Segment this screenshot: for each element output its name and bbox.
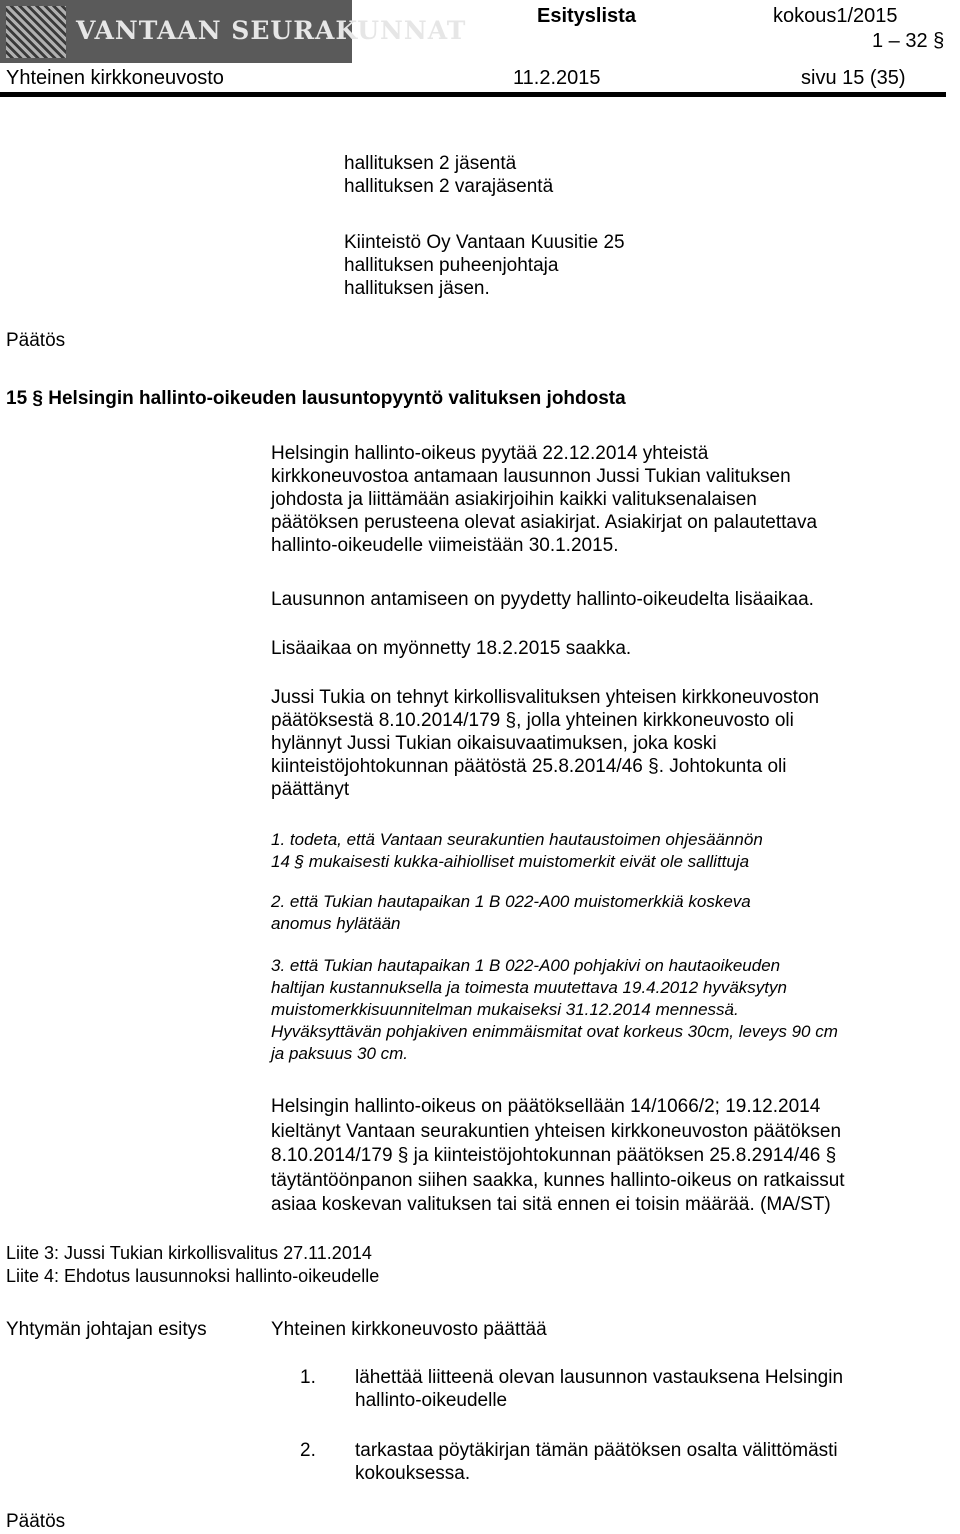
decision-label: Päätös xyxy=(6,1511,66,1532)
header-body-name: Yhteinen kirkkoneuvosto xyxy=(6,67,224,89)
body-paragraph-1 xyxy=(271,442,817,557)
text-line: 1. todeta, että Vantaan seurakuntien hautaustoimen ohjesäännön xyxy=(271,830,763,849)
proposal-intro: Yhteinen kirkkoneuvosto päättää xyxy=(271,1319,547,1340)
page-number: sivu 15 (35) xyxy=(801,67,906,89)
list-item: hallituksen 2 jäsentä xyxy=(344,153,517,174)
list-item: hallituksen jäsen. xyxy=(344,278,490,299)
text-line: muistomerkkisuunnitelman mukaiseksi 31.12.2014 mennessä. xyxy=(271,1000,739,1019)
text-line: hylännyt Jussi Tukian oikaisuvaatimuksen, joka koski xyxy=(271,733,717,754)
text-line: päätöksestä 8.10.2014/179 §, jolla yhteinen kirkkoneuvosto oli xyxy=(271,710,794,731)
text-line: kirkkoneuvostoa antamaan lausunnon Jussi Tukian valituksen xyxy=(271,466,791,487)
header-divider xyxy=(0,92,946,97)
section-title: 15 § Helsingin hallinto-oikeuden lausuntopyyntö valituksen johdosta xyxy=(6,388,626,409)
text-line: 14 § mukaisesti kukka-aihiolliset muistomerkit eivät ole sallittuja xyxy=(271,852,750,871)
decision-label: Päätös xyxy=(6,330,66,351)
text-line: haltijan kustannuksella ja toimesta muutettava 19.4.2012 hyväksytyn xyxy=(271,978,787,997)
text-line: kiinteistöjohtokunnan päätöstä 25.8.2014/46 §. Johtokunta oli xyxy=(271,756,787,777)
logo-text: VANTAAN SEURAKUNNAT xyxy=(76,16,467,45)
text-line: Helsingin hallinto-oikeus pyytää 22.12.2014 yhteistä xyxy=(271,443,709,464)
list-item: Kiinteistö Oy Vantaan Kuusitie 25 xyxy=(344,232,625,253)
text-line: täytäntöönpanon siihen saakka, kunnes hallinto-oikeus on ratkaissut xyxy=(271,1169,845,1191)
logo-emblem-icon xyxy=(6,6,66,58)
proposal-item-number: 2. xyxy=(300,1440,316,1461)
body-paragraph-3: Lisäaikaa on myönnetty 18.2.2015 saakka. xyxy=(271,638,632,659)
quote-item-3 xyxy=(271,955,838,1065)
attachments-list xyxy=(6,1242,379,1288)
attachment-item: Liite 3: Jussi Tukian kirkollisvalitus 27.11.2014 xyxy=(6,1243,372,1263)
text-line: 2. että Tukian hautapaikan 1 B 022-A00 muistomerkkiä koskeva xyxy=(271,892,751,911)
text-line: johdosta ja liittämään asiakirjoihin kaikki valituksenalaisen xyxy=(271,489,757,510)
body-paragraph-5 xyxy=(271,1095,845,1218)
doc-type: Esityslista xyxy=(537,5,636,27)
text-line: hallinto-oikeudelle viimeistään 30.1.2015. xyxy=(271,535,619,556)
attachment-item: Liite 4: Ehdotus lausunnoksi hallinto-oikeudelle xyxy=(6,1266,380,1286)
proposal-item-number: 1. xyxy=(300,1367,316,1388)
body-paragraph-2: Lausunnon antamiseen on pyydetty hallinto-oikeudelta lisäaikaa. xyxy=(271,589,814,610)
text-line: ja paksuus 30 cm. xyxy=(271,1044,409,1063)
text-line: hallinto-oikeudelle xyxy=(355,1390,508,1411)
quote-item-2 xyxy=(271,891,751,935)
quote-item-1 xyxy=(271,829,763,873)
text-line: tarkastaa pöytäkirjan tämän päätöksen osalta välittömästi xyxy=(355,1440,838,1461)
list-item: hallituksen puheenjohtaja xyxy=(344,255,559,276)
text-line: asiaa koskevan valituksen tai sitä ennen ei toisin määrää. (MA/ST) xyxy=(271,1194,831,1215)
list-item: hallituksen 2 varajäsentä xyxy=(344,176,554,197)
proposal-item xyxy=(355,1366,843,1412)
prev-list-b xyxy=(344,231,625,300)
text-line: 8.10.2014/179 § ja kiinteistöjohtokunnan päätöksen 25.8.2914/46 § xyxy=(271,1145,837,1166)
organization-logo xyxy=(0,0,467,63)
proposal-item xyxy=(355,1439,838,1485)
text-line: päätöksen perusteena olevat asiakirjat. Asiakirjat on palautettava xyxy=(271,512,818,533)
meeting-number: kokous1/2015 xyxy=(773,5,898,27)
section-range: 1 – 32 § xyxy=(872,30,945,52)
text-line: Helsingin hallinto-oikeus on päätöksellään 14/1066/2; 19.12.2014 xyxy=(271,1096,821,1117)
text-line: kieltänyt Vantaan seurakuntien yhteisen kirkkoneuvoston päätöksen xyxy=(271,1120,842,1142)
text-line: 3. että Tukian hautapaikan 1 B 022-A00 pohjakivi on hautaoikeuden xyxy=(271,956,781,975)
text-line: Jussi Tukia on tehnyt kirkollisvalituksen yhteisen kirkkoneuvoston xyxy=(271,687,820,708)
proposal-label: Yhtymän johtajan esitys xyxy=(6,1319,207,1340)
body-paragraph-4 xyxy=(271,686,819,801)
header-date: 11.2.2015 xyxy=(513,67,601,89)
text-line: kokouksessa. xyxy=(355,1463,471,1484)
text-line: lähettää liitteenä olevan lausunnon vastauksena Helsingin xyxy=(355,1367,844,1388)
text-line: Hyväksyttävän pohjakiven enimmäismitat ovat korkeus 30cm, leveys 90 cm xyxy=(271,1022,838,1041)
prev-list-a xyxy=(344,152,553,198)
text-line: anomus hylätään xyxy=(271,914,401,933)
text-line: päättänyt xyxy=(271,779,350,800)
